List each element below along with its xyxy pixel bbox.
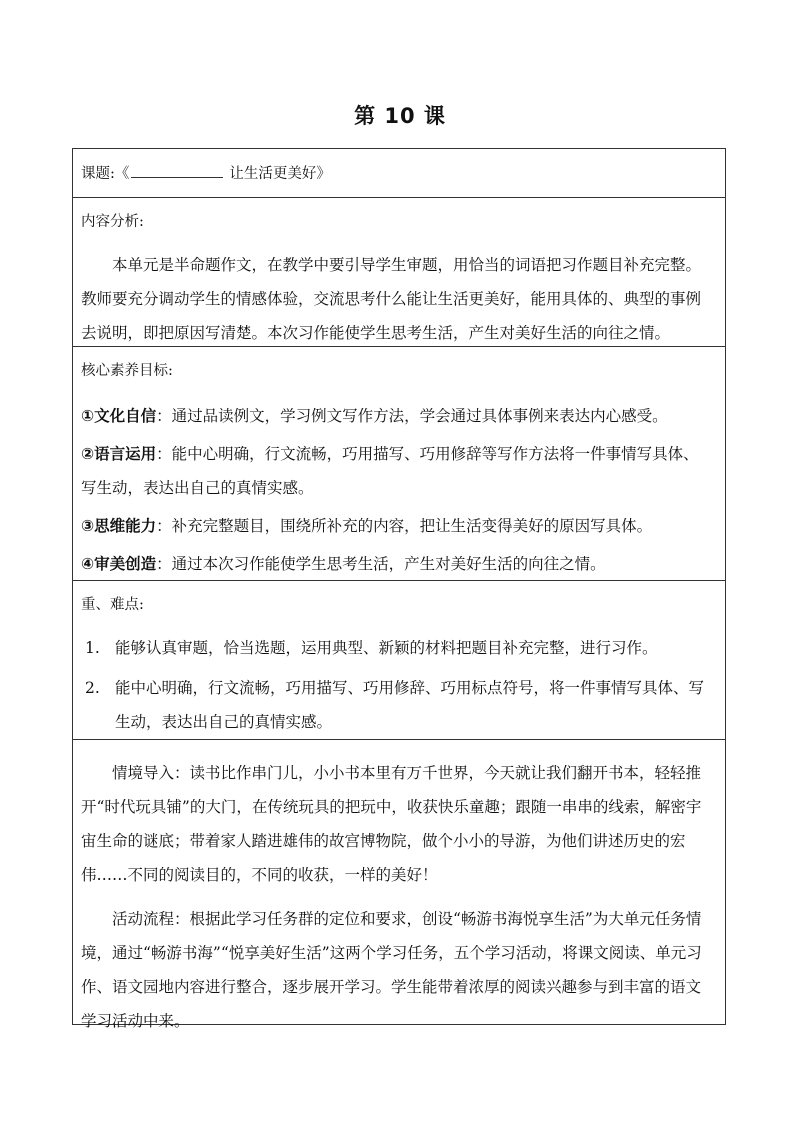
topic-section [73,149,725,197]
key-points-section [73,580,725,739]
goal-item [81,437,711,505]
key-point-item [81,671,711,739]
topic-line [81,149,711,184]
content-analysis-heading: 内容分析: [81,214,144,230]
goal-text: ：通过本次习作能使学生思考生活，产生对美好生活的向往之情。 [156,555,606,573]
goal-text: ：补充完整题目，围绕所补充的内容，把让生活变得美好的原因写具体。 [156,517,653,535]
lesson-plan-table [72,148,726,1030]
goal-label: ④审美创造 [81,555,157,573]
goal-label: ②语言运用 [81,445,157,463]
context-intro-paragraph: 情境导入：读书比作串门儿，小小书本里有万千世界，今天就让我们翻开书本，轻轻推开“时代玩具铺”的大门，在传统玩具的把玩中，收获快乐童趣；跟随一串串的线索，解密宇宙生命的谜底；带着家人踏进雄伟的故宫博物院，做个小小的导游，为他们讲述历史的宏伟……不同的阅读目的，不同的收获，一样的美好！ [81,764,702,884]
topic-prefix: 课题:《 [81,166,130,182]
core-goals-heading: 核心素养目标: [81,363,173,379]
goal-text: ：能中心明确，行文流畅，巧用描写、巧用修辞等写作方法将一件事情写具体、写生动，表达出自己的真情实感。 [81,445,699,497]
key-point-item [81,631,711,665]
goal-item [81,399,711,433]
topic-blank-line [131,163,223,178]
key-point-text: 能够认真审题，恰当选题，运用典型、新颖的材料把题目补充完整，进行习作。 [115,639,658,657]
goal-label: ①文化自信 [81,407,157,425]
key-point-number: 1. [85,639,100,657]
core-goals-section [73,346,725,580]
goal-text: ：通过品读例文，学习例文写作方法，学会通过具体事例来表达内心感受。 [156,407,668,425]
content-analysis-text: 本单元是半命题作文，在教学中要引导学生审题，用恰当的词语把习作题目补充完整。教师要充分调动学生的情感体验，交流思考什么能让生活更美好，能用具体的、典型的事例去说明，即把原因写清楚。本次习作能使学生思考生活，产生对美好生活的向往之情。 [81,256,702,342]
goal-label: ③思维能力 [81,517,157,535]
topic-suffix: 让生活更美好》 [229,166,331,182]
lesson-title: 第 10 课 [354,104,446,128]
key-point-number: 2. [85,679,100,697]
content-analysis-section [73,197,725,346]
activity-flow-paragraph: 活动流程：根据此学习任务群的定位和要求，创设“畅游书海悦享生活”为大单元任务情境，通过“畅游书海”“悦享美好生活”这两个学习任务，五个学习活动，将课文阅读、单元习作、语文园地内容进行整合，逐步展开学习。学生能带着浓厚的阅读兴趣参与到丰富的语文学习活动中来。 [81,910,702,1030]
goal-item [81,547,711,581]
context-section [73,739,725,1030]
goal-item [81,509,711,543]
key-point-text: 能中心明确，行文流畅，巧用描写、巧用修辞、巧用标点符号，将一件事情写具体、写生动，表达出自己的真情实感。 [115,679,705,731]
key-points-heading: 重、难点: [81,597,144,613]
